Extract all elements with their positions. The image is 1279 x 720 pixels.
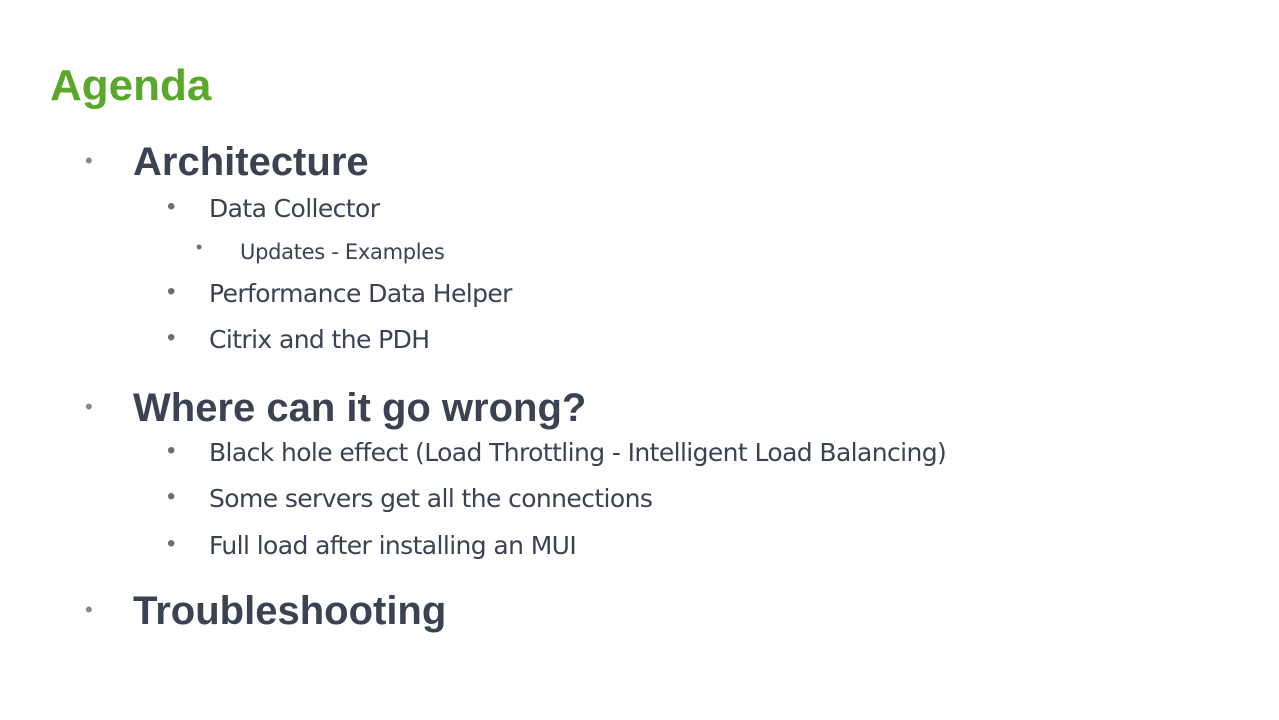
agenda-item-label: Troubleshooting	[133, 589, 447, 633]
bullet-icon: •	[167, 193, 176, 220]
subitem-label: Citrix and the PDH	[209, 325, 430, 354]
subitem-label: Full load after installing an MUI	[209, 531, 577, 560]
subsubitem-label: Updates - Examples	[240, 240, 445, 264]
bullet-icon: •	[196, 237, 203, 257]
subitem-label: Some servers get all the connections	[209, 484, 653, 513]
bullet-icon: •	[85, 148, 93, 173]
subitem-label: Performance Data Helper	[209, 279, 512, 308]
agenda-item-label: Where can it go wrong?	[133, 386, 587, 430]
bullet-icon: •	[167, 530, 176, 557]
bullet-icon: •	[167, 278, 176, 305]
bullet-icon: •	[85, 394, 93, 419]
subitem-label: Data Collector	[209, 194, 380, 223]
slide-title: Agenda	[50, 61, 212, 110]
bullet-icon: •	[167, 483, 176, 510]
subitem-label: Black hole effect (Load Throttling - Intelligent Load Balancing)	[209, 438, 947, 467]
bullet-icon: •	[167, 324, 176, 351]
bullet-icon: •	[167, 437, 176, 464]
agenda-item-label: Architecture	[133, 140, 369, 184]
bullet-icon: •	[85, 597, 93, 622]
